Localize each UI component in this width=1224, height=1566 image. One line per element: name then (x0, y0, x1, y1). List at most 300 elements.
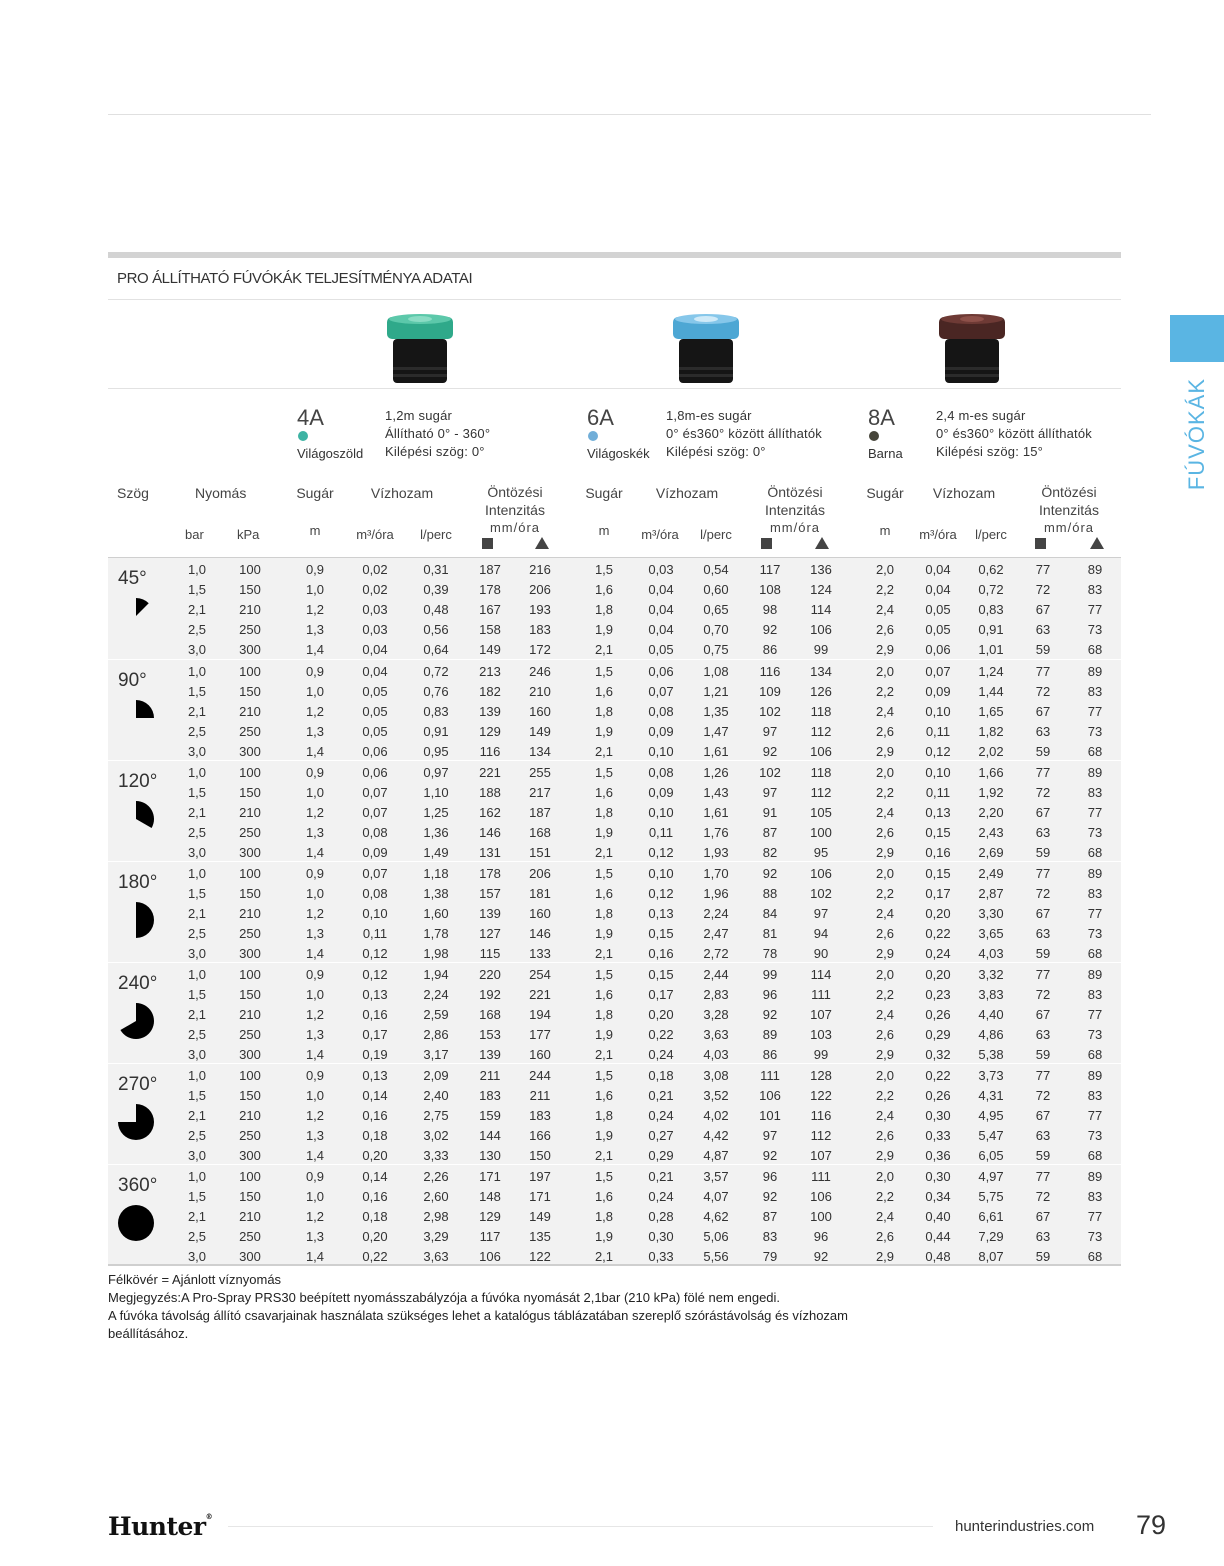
table-cell: 1,08 (703, 664, 729, 679)
table-cell: 0,72 (978, 582, 1004, 598)
table-cell: 0,28 (648, 1209, 674, 1225)
table-cell: 2,2 (875, 785, 895, 801)
table-cell: 1,9 (594, 622, 614, 638)
table-cell: 0,04 (925, 562, 951, 577)
table-cell: 77 (1087, 704, 1103, 720)
table-cell: 1,9 (594, 825, 614, 841)
table-cell: 115 (479, 946, 501, 962)
table-cell: 2,6 (875, 1128, 895, 1144)
table-cell: 116 (759, 664, 781, 679)
table-cell: 1,4 (305, 1249, 325, 1265)
table-cell: 0,04 (648, 622, 674, 638)
table-row (108, 783, 1121, 803)
table-cell: 2,43 (978, 825, 1004, 841)
table-cell: 0,11 (648, 825, 674, 841)
table-cell: 2,2 (875, 684, 895, 700)
table-cell: 77 (1087, 906, 1103, 922)
header-lpm: l/perc (420, 527, 452, 542)
table-cell: 73 (1087, 622, 1103, 638)
table-cell: 3,02 (423, 1128, 449, 1144)
table-cell: 8,07 (978, 1249, 1004, 1265)
table-cell: 0,54 (703, 562, 729, 577)
table-cell: 118 (810, 704, 832, 720)
table-cell: 2,4 (875, 1007, 895, 1023)
table-cell: 0,24 (648, 1108, 674, 1124)
table-cell: 100 (810, 825, 832, 841)
table-cell: 89 (1087, 765, 1103, 780)
table-cell: 124 (810, 582, 832, 598)
table-cell: 112 (810, 724, 832, 740)
table-row (108, 560, 1121, 580)
table-cell: 1,93 (703, 845, 729, 861)
table-cell: 1,66 (978, 765, 1004, 780)
table-cell: 1,44 (978, 684, 1004, 700)
table-cell: 211 (479, 1068, 501, 1083)
table-cell: 0,9 (305, 765, 325, 780)
header-intensity: Intenzitás (765, 502, 825, 518)
table-cell: 127 (479, 926, 501, 942)
note-line: A fúvóka távolság állító csavarjainak használata szükséges lehet a katalógus táblázatában szereplő szórástávolság és vízhozam (108, 1308, 848, 1323)
table-cell: 1,35 (703, 704, 729, 720)
table-cell: 78 (762, 946, 778, 962)
table-cell: 96 (813, 1229, 829, 1245)
table-cell: 108 (759, 582, 781, 598)
table-cell: 0,20 (648, 1007, 674, 1023)
table-cell: 2,6 (875, 1229, 895, 1245)
table-cell: 77 (1035, 765, 1051, 780)
table-cell: 244 (529, 1068, 551, 1083)
table-cell: 97 (762, 724, 778, 740)
table-cell: 0,30 (925, 1169, 951, 1184)
table-cell: 1,4 (305, 845, 325, 861)
table-cell: 77 (1035, 967, 1051, 982)
table-row (108, 1167, 1121, 1187)
table-cell: 1,9 (594, 1027, 614, 1043)
table-cell: 98 (762, 602, 778, 618)
table-cell: 92 (762, 1148, 778, 1164)
table-cell: 0,05 (362, 704, 388, 720)
table-cell: 4,86 (978, 1027, 1004, 1043)
table-cell: 0,12 (362, 967, 388, 982)
table-cell: 2,6 (875, 622, 895, 638)
table-cell: 1,10 (423, 785, 449, 801)
header-pressure: Nyomás (195, 485, 247, 501)
table-cell: 2,44 (703, 967, 729, 982)
table-cell: 2,1 (594, 642, 614, 658)
table-cell: 0,10 (648, 805, 674, 821)
model-8a: 8A (868, 405, 895, 430)
table-cell: 3,65 (978, 926, 1004, 942)
table-cell: 2,09 (423, 1068, 449, 1083)
table-cell: 106 (810, 1189, 832, 1205)
table-cell: 2,0 (875, 967, 895, 982)
table-cell: 0,04 (925, 582, 951, 598)
table-cell: 0,08 (362, 886, 388, 902)
table-cell: 0,95 (423, 744, 449, 760)
table-cell: 0,05 (925, 602, 951, 618)
table-cell: 89 (1087, 1169, 1103, 1184)
angle-group (108, 558, 1121, 659)
table-cell: 1,0 (187, 562, 207, 577)
table-cell: 0,30 (925, 1108, 951, 1124)
table-cell: 3,83 (978, 987, 1004, 1003)
table-cell: 3,73 (978, 1068, 1004, 1083)
table-cell: 129 (479, 1209, 501, 1225)
table-cell: 0,44 (925, 1229, 951, 1245)
table-cell: 67 (1035, 602, 1051, 618)
table-cell: 0,48 (925, 1249, 951, 1265)
table-cell: 300 (239, 1148, 261, 1164)
table-cell: 300 (239, 946, 261, 962)
table-cell: 192 (479, 987, 501, 1003)
table-cell: 1,0 (305, 886, 325, 902)
table-cell: 100 (239, 967, 261, 982)
table-cell: 2,5 (187, 622, 207, 638)
table-cell: 139 (479, 1047, 501, 1063)
table-cell: 5,47 (978, 1128, 1004, 1144)
table-cell: 1,3 (305, 724, 325, 740)
note-line: beállításához. (108, 1326, 189, 1341)
table-cell: 1,94 (423, 967, 449, 982)
table-cell: 3,08 (703, 1068, 729, 1083)
angle-label: 120° (118, 771, 158, 792)
table-cell: 2,5 (187, 926, 207, 942)
table-cell: 1,0 (305, 684, 325, 700)
table-cell: 2,40 (423, 1088, 449, 1104)
table-row (108, 600, 1121, 620)
table-cell: 1,01 (978, 642, 1004, 658)
angle-group (108, 861, 1121, 962)
table-cell: 0,21 (648, 1169, 674, 1184)
table-cell: 1,0 (305, 582, 325, 598)
color-name-4a: Világoszöld (297, 446, 364, 461)
table-cell: 171 (529, 1189, 551, 1205)
table-cell: 86 (762, 1047, 778, 1063)
table-cell: 59 (1035, 1249, 1051, 1265)
table-cell: 2,2 (875, 1088, 895, 1104)
table-cell: 0,07 (362, 866, 388, 881)
table-cell: 1,24 (978, 664, 1004, 679)
table-cell: 102 (759, 765, 781, 780)
table-row (108, 864, 1121, 884)
table-cell: 160 (529, 906, 551, 922)
table-row (108, 763, 1121, 783)
table-cell: 83 (762, 1229, 778, 1245)
table-cell: 2,4 (875, 1209, 895, 1225)
table-cell: 100 (239, 1169, 261, 1184)
table-cell: 254 (529, 967, 551, 982)
table-cell: 0,20 (362, 1148, 388, 1164)
table-cell: 0,83 (978, 602, 1004, 618)
table-cell: 1,0 (187, 1169, 207, 1184)
table-cell: 106 (479, 1249, 501, 1265)
table-cell: 0,9 (305, 664, 325, 679)
table-cell: 0,04 (648, 602, 674, 618)
table-cell: 300 (239, 744, 261, 760)
table-row (108, 662, 1121, 682)
header-intensity: Öntözési (767, 484, 823, 500)
table-cell: 1,5 (187, 785, 207, 801)
table-cell: 1,8 (594, 906, 614, 922)
table-cell: 2,1 (187, 1108, 207, 1124)
header-radius: Sugár (585, 485, 623, 501)
table-cell: 3,0 (187, 1249, 207, 1265)
table-row (108, 904, 1121, 924)
table-cell: 1,3 (305, 1229, 325, 1245)
table-cell: 2,24 (703, 906, 729, 922)
table-cell: 0,10 (648, 744, 674, 760)
table-cell: 1,18 (423, 866, 449, 881)
angle-group (108, 1164, 1121, 1265)
table-cell: 77 (1035, 1068, 1051, 1083)
section-title: PRO ÁLLÍTHATÓ FÚVÓKÁK TELJESÍTMÉNYA ADATAI (117, 270, 473, 287)
table-cell: 117 (759, 562, 781, 577)
table-cell: 1,3 (305, 825, 325, 841)
table-row (108, 1227, 1121, 1247)
table-cell: 1,8 (594, 704, 614, 720)
note-line: Félkövér = Ajánlott víznyomás (108, 1272, 282, 1287)
table-cell: 112 (810, 785, 832, 801)
table-cell: 0,08 (648, 704, 674, 720)
desc-4a: 1,2m sugár Állítható 0° - 360° Kilépési szög: 0° (385, 408, 491, 459)
table-cell: 1,25 (423, 805, 449, 821)
header-lpm: l/perc (700, 527, 732, 542)
table-cell: 3,57 (703, 1169, 729, 1184)
table-cell: 1,96 (703, 886, 729, 902)
table-cell: 0,11 (925, 724, 951, 740)
table-cell: 77 (1087, 1108, 1103, 1124)
table-cell: 1,26 (703, 765, 729, 780)
table-cell: 0,06 (925, 642, 951, 658)
table-cell: 1,9 (594, 926, 614, 942)
color-name-6a: Világoskék (587, 446, 650, 461)
table-cell: 0,36 (925, 1148, 951, 1164)
table-cell: 63 (1035, 926, 1051, 942)
table-cell: 2,20 (978, 805, 1004, 821)
header-flow: Vízhozam (655, 485, 719, 501)
table-cell: 2,1 (594, 744, 614, 760)
table-cell: 1,0 (187, 967, 207, 982)
table-cell: 0,24 (925, 946, 951, 962)
table-cell: 0,05 (648, 642, 674, 658)
table-cell: 100 (239, 765, 261, 780)
table-cell: 144 (479, 1128, 501, 1144)
table-cell: 0,07 (362, 785, 388, 801)
angle-label: 360° (118, 1175, 158, 1196)
table-cell: 112 (810, 1128, 832, 1144)
table-cell: 0,21 (648, 1088, 674, 1104)
table-cell: 77 (1087, 805, 1103, 821)
table-cell: 67 (1035, 1007, 1051, 1023)
table-cell: 67 (1035, 805, 1051, 821)
table-cell: 59 (1035, 946, 1051, 962)
table-cell: 105 (810, 805, 832, 821)
table-cell: 106 (810, 744, 832, 760)
table-cell: 118 (810, 765, 832, 780)
table-cell: 0,23 (925, 987, 951, 1003)
table-cell: 0,9 (305, 866, 325, 881)
table-cell: 4,07 (703, 1189, 729, 1205)
table-cell: 73 (1087, 724, 1103, 740)
table-cell: 2,5 (187, 724, 207, 740)
table-cell: 0,15 (648, 967, 674, 982)
table-cell: 2,24 (423, 987, 449, 1003)
table-cell: 210 (239, 805, 261, 821)
table-cell: 0,09 (648, 785, 674, 801)
table-cell: 2,0 (875, 765, 895, 780)
desc-6a: 1,8m-es sugár 0° és360° között állíthatók Kilépési szög: 0° (666, 408, 822, 459)
table-row (108, 1086, 1121, 1106)
color-dot-4a (298, 431, 308, 441)
table-cell: 246 (529, 664, 551, 679)
table-cell: 0,22 (362, 1249, 388, 1265)
table-cell: 0,12 (648, 845, 674, 861)
table-cell: 73 (1087, 1027, 1103, 1043)
table-cell: 0,17 (648, 987, 674, 1003)
table-cell: 150 (239, 987, 261, 1003)
table-cell: 72 (1035, 886, 1051, 902)
table-cell: 300 (239, 845, 261, 861)
table-cell: 6,61 (978, 1209, 1004, 1225)
table-cell: 68 (1087, 845, 1103, 861)
table-cell: 4,62 (703, 1209, 729, 1225)
table-cell: 1,0 (187, 866, 207, 881)
table-cell: 2,26 (423, 1169, 449, 1184)
table-cell: 1,5 (187, 1189, 207, 1205)
table-cell: 213 (479, 664, 501, 679)
table-cell: 217 (529, 785, 551, 801)
table-cell: 0,31 (423, 562, 449, 577)
table-cell: 72 (1035, 1189, 1051, 1205)
desc-8a: 2,4 m-es sugár 0° és360° között állíthatók Kilépési szög: 15° (936, 408, 1092, 459)
table-cell: 73 (1087, 1229, 1103, 1245)
table-cell: 2,0 (875, 1068, 895, 1083)
table-cell: 0,70 (703, 622, 729, 638)
table-cell: 2,1 (594, 1249, 614, 1265)
header-m: m (309, 523, 321, 538)
table-cell: 2,75 (423, 1108, 449, 1124)
table-cell: 63 (1035, 724, 1051, 740)
table-cell: 3,63 (423, 1249, 449, 1265)
table-cell: 151 (529, 845, 551, 861)
table-cell: 102 (810, 886, 832, 902)
table-cell: 114 (810, 602, 832, 618)
table-cell: 2,1 (594, 1148, 614, 1164)
table-cell: 1,5 (594, 562, 614, 577)
table-cell: 171 (479, 1169, 501, 1184)
table-cell: 0,26 (925, 1007, 951, 1023)
table-cell: 168 (529, 825, 551, 841)
table-cell: 107 (810, 1148, 832, 1164)
header-radius: Sugár (866, 485, 904, 501)
table-cell: 2,1 (594, 1047, 614, 1063)
table-cell: 2,49 (978, 866, 1004, 881)
side-tab-block (1170, 315, 1224, 362)
table-cell: 90 (813, 946, 829, 962)
table-cell: 91 (762, 805, 778, 821)
table-cell: 0,16 (648, 946, 674, 962)
table-cell: 2,98 (423, 1209, 449, 1225)
table-cell: 0,64 (423, 642, 449, 658)
table-cell: 1,43 (703, 785, 729, 801)
table-cell: 63 (1035, 1128, 1051, 1144)
table-cell: 0,16 (362, 1007, 388, 1023)
table-cell: 0,9 (305, 562, 325, 577)
table-cell: 1,6 (594, 1088, 614, 1104)
table-row (108, 702, 1121, 722)
table-cell: 0,75 (703, 642, 729, 658)
table-cell: 100 (239, 866, 261, 881)
table-cell: 84 (762, 906, 778, 922)
table-cell: 2,9 (875, 1148, 895, 1164)
table-cell: 111 (811, 1169, 831, 1184)
table-cell: 77 (1035, 1169, 1051, 1184)
table-cell: 2,1 (187, 1007, 207, 1023)
table-cell: 188 (479, 785, 501, 801)
table-cell: 89 (1087, 664, 1103, 679)
table-cell: 157 (479, 886, 501, 902)
table-cell: 211 (529, 1088, 551, 1104)
table-cell: 194 (529, 1007, 551, 1023)
table-cell: 92 (762, 622, 778, 638)
table-cell: 134 (810, 664, 832, 679)
table-cell: 1,4 (305, 946, 325, 962)
table-cell: 2,5 (187, 1027, 207, 1043)
table-cell: 1,0 (305, 1088, 325, 1104)
table-cell: 59 (1035, 1148, 1051, 1164)
table-cell: 2,6 (875, 825, 895, 841)
website-link[interactable]: hunterindustries.com (955, 1518, 1095, 1535)
table-cell: 6,05 (978, 1148, 1004, 1164)
table-cell: 2,2 (875, 987, 895, 1003)
table-cell: 0,62 (978, 562, 1004, 577)
table-cell: 1,36 (423, 825, 449, 841)
table-cell: 2,87 (978, 886, 1004, 902)
table-cell: 1,2 (305, 704, 325, 720)
table-cell: 0,13 (362, 987, 388, 1003)
table-row (108, 1187, 1121, 1207)
table-cell: 3,0 (187, 642, 207, 658)
table-cell: 1,2 (305, 805, 325, 821)
table-cell: 0,08 (648, 765, 674, 780)
top-divider (108, 114, 1151, 115)
table-cell: 2,1 (187, 704, 207, 720)
table-cell: 3,52 (703, 1088, 729, 1104)
table-cell: 0,33 (925, 1128, 951, 1144)
table-cell: 68 (1087, 946, 1103, 962)
header-m3h: m³/óra (919, 527, 957, 542)
table-cell: 83 (1087, 1088, 1103, 1104)
table-cell: 3,0 (187, 1047, 207, 1063)
table-cell: 94 (813, 926, 829, 942)
table-cell: 96 (762, 1169, 778, 1184)
header-m3h: m³/óra (641, 527, 679, 542)
table-cell: 59 (1035, 845, 1051, 861)
table-cell: 73 (1087, 1128, 1103, 1144)
table-cell: 2,1 (187, 805, 207, 821)
table-cell: 0,83 (423, 704, 449, 720)
angle-label: 270° (118, 1074, 158, 1095)
table-cell: 1,60 (423, 906, 449, 922)
table-cell: 2,5 (187, 1128, 207, 1144)
table-cell: 2,02 (978, 744, 1004, 760)
table-cell: 0,9 (305, 1169, 325, 1184)
triangle-spacing-icon (815, 537, 829, 549)
model-6a: 6A (587, 405, 614, 430)
table-row (108, 884, 1121, 904)
table-cell: 129 (479, 724, 501, 740)
table-cell: 221 (529, 987, 551, 1003)
